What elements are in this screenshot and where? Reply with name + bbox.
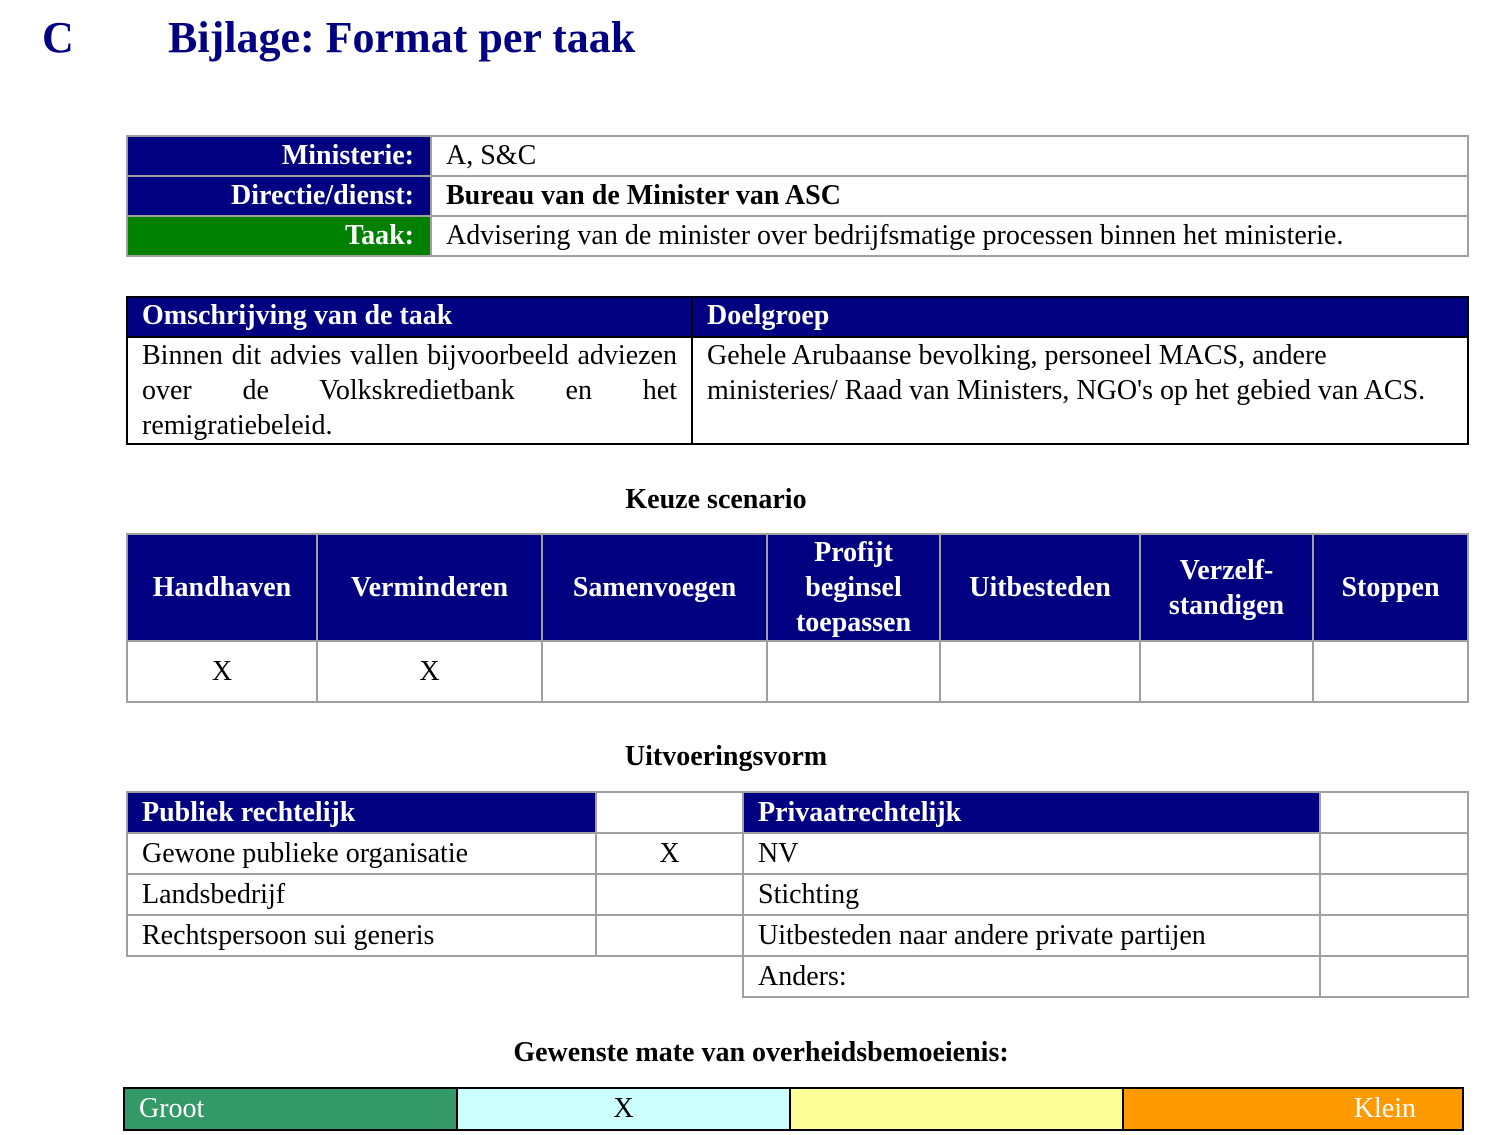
directie-label: Directie/dienst:	[127, 176, 431, 216]
task-info-table	[126, 135, 1469, 257]
page-title: Bijlage: Format per taak	[168, 13, 636, 62]
scale-groot: Groot	[124, 1088, 457, 1130]
taak-label: Taak:	[127, 216, 431, 256]
publiek-row-mark	[596, 874, 743, 915]
omschrijving-header: Omschrijving van de taak	[127, 297, 692, 337]
empty-cell	[127, 956, 596, 997]
privaat-row-label: NV	[743, 833, 1320, 874]
scenario-col-stoppen: Stoppen	[1313, 534, 1468, 641]
description-table	[126, 296, 1469, 445]
scenario-mark-samenvoegen	[542, 641, 767, 702]
scenario-col-verminderen: Verminderen	[317, 534, 542, 641]
privaat-row-mark	[1320, 874, 1468, 915]
doelgroep-text: Gehele Arubaanse bevolking, personeel MACS, andere ministeries/ Raad van Ministers, NGO's op het gebied van ACS.	[692, 337, 1468, 444]
scenario-col-verzelfstandigen: Verzelf-standigen	[1140, 534, 1313, 641]
scenario-col-profijt: Profijt beginsel toepassen	[767, 534, 940, 641]
scenario-col-handhaven: Handhaven	[127, 534, 317, 641]
scenario-mark-uitbesteden	[940, 641, 1140, 702]
publiek-row-label: Rechtspersoon sui generis	[127, 915, 596, 956]
publiek-header-mark	[596, 792, 743, 833]
publiek-row-mark: X	[596, 833, 743, 874]
scenario-mark-handhaven: X	[127, 641, 317, 702]
privaat-header-mark	[1320, 792, 1468, 833]
privaat-row-label: Anders:	[743, 956, 1320, 997]
ministerie-label: Ministerie:	[127, 136, 431, 176]
uitvoering-table	[126, 791, 1469, 998]
scale-mark: X	[457, 1088, 790, 1130]
privaat-header: Privaatrechtelijk	[743, 792, 1320, 833]
scenario-col-uitbesteden: Uitbesteden	[940, 534, 1140, 641]
privaat-row-label: Stichting	[743, 874, 1320, 915]
scenario-mark-verminderen: X	[317, 641, 542, 702]
scenario-title: Keuze scenario	[625, 484, 807, 515]
empty-cell	[596, 956, 743, 997]
publiek-row-mark	[596, 915, 743, 956]
bemoeienis-scale	[123, 1087, 1464, 1131]
privaat-row-label: Uitbesteden naar andere private partijen	[743, 915, 1320, 956]
scenario-mark-verzelfstandigen	[1140, 641, 1313, 702]
privaat-row-mark	[1320, 833, 1468, 874]
scale-klein: Klein	[1123, 1088, 1463, 1130]
scale-middle	[790, 1088, 1123, 1130]
bemoeienis-title: Gewenste mate van overheidsbemoeienis:	[513, 1037, 1009, 1068]
scenario-mark-profijt	[767, 641, 940, 702]
scenario-col-samenvoegen: Samenvoegen	[542, 534, 767, 641]
scenario-table	[126, 533, 1469, 703]
privaat-row-mark	[1320, 956, 1468, 997]
ministerie-value: A, S&C	[431, 136, 1468, 176]
publiek-row-label: Gewone publieke organisatie	[127, 833, 596, 874]
omschrijving-text: Binnen dit advies vallen bijvoorbeeld adviezen over de Volkskredietbank en het remigratiebeleid.	[127, 337, 692, 444]
scenario-mark-stoppen	[1313, 641, 1468, 702]
uitvoering-title: Uitvoeringsvorm	[624, 741, 828, 772]
directie-value: Bureau van de Minister van ASC	[431, 176, 1468, 216]
appendix-letter: C	[42, 13, 74, 62]
publiek-header: Publiek rechtelijk	[127, 792, 596, 833]
taak-value: Advisering van de minister over bedrijfsmatige processen binnen het ministerie.	[431, 216, 1468, 256]
privaat-row-mark	[1320, 915, 1468, 956]
doelgroep-header: Doelgroep	[692, 297, 1468, 337]
publiek-row-label: Landsbedrijf	[127, 874, 596, 915]
